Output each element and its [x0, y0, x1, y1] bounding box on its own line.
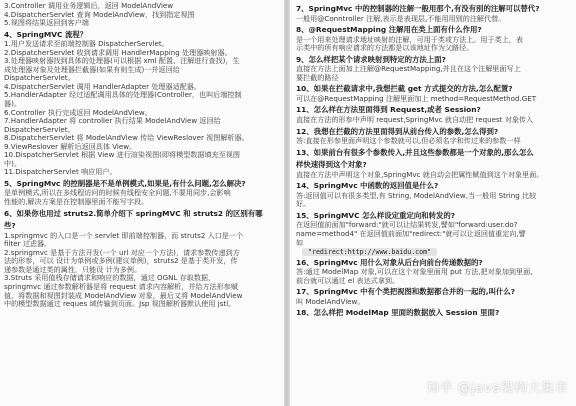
body-text-line: 直接在方法上面加上注解@RequestMapping,并且在这个注解里面写上	[296, 65, 521, 74]
body-text-line: 是单例模式,所以在多线程访问的时候有线程安全问题,不要用同步,会影响	[4, 189, 231, 198]
body-text-line: 性能的,解决方案是在控制器里面不能写字段。	[4, 198, 149, 207]
body-text-line: 要拦截的路径	[296, 73, 339, 82]
body-text-line: 直接在方法的形参中声明 request,SpringMvc 就自动把 request 对象传入	[296, 116, 534, 125]
question-heading: 5、SpringMvc 的控制器是不是单例模式,如果是,有什么问题,怎么解决?	[4, 178, 246, 188]
question-heading: 16、SpringMvc 用什么对象从后台向前台传递数据的?	[296, 257, 483, 267]
question-heading: 18、怎么样把 ModelMap 里面的数据放入 Session 里面?	[296, 308, 500, 318]
body-text-line: 可以在@RequestMapping 注解里面加上 method=RequestMethod.GET	[296, 94, 537, 103]
left-page	[0, 0, 284, 406]
body-text-line: springmvc 通过参数解析器是将 request 请求内容解析，并给方法形参赋	[4, 282, 238, 291]
body-text-line: 递参数是通过类的属性，只能设 计为多例。	[4, 265, 142, 274]
code-line	[296, 247, 572, 256]
body-text-line: 好。	[296, 200, 311, 209]
code-snippet: "redirect:http://www.baidu.com"	[302, 248, 437, 256]
question-heading: 17、SpringMvc 中有个类把视图和数据都合并的一起的,叫什么?	[296, 287, 516, 297]
question-heading: 样快速得到这个对象?	[296, 160, 367, 170]
body-text-line: 5.视图将结果返回到客户端	[4, 19, 89, 28]
body-text-line: 中的模型数据通过 reques 域传输到页面。Jsp 视图解析器默认使用 jstl。	[4, 300, 236, 309]
body-text-line: DispatcherServlet。	[4, 125, 75, 134]
body-text-line: 示类中的所有响应请求的方法都是以该地址作为父路径。	[296, 44, 474, 53]
body-text-line: 直接在方法中声明这个对象,SpringMvc 就自动会把属性赋值到这个对象里面。	[296, 170, 544, 179]
question-heading: 6、如果你也用过 struts2.简单介绍下 springMVC 和 struts2 的区别有哪	[4, 208, 263, 218]
body-text-line: 2.springmvc 是基于方法开发(一个 url 对应一个方法)，请求参数传递到方	[4, 248, 240, 257]
body-text-line: 4.DispatcherServlet 查询 ModelAndView，找到指定视图	[4, 10, 195, 19]
body-text-line: 3.Controller 调用业务逻辑后，返回 ModelAndView	[4, 2, 174, 10]
question-heading: 7、SpringMvc 中的控制器的注解一般用那个,有没有别的注解可以替代?	[296, 4, 540, 13]
question-heading: 14、SpringMvc 中函数的返回值是什么?	[296, 181, 439, 191]
body-text-line: 5.HandlerAdapter 经过适配调用具体的处理器(Controller，也叫后端控制	[4, 91, 242, 100]
body-text-line: 7.HandlerAdapter 将 controller 执行结果 ModelAndView 返回给	[4, 117, 221, 126]
question-heading: 8、@RequestMapping 注解用在类上面有什么作用?	[296, 25, 482, 35]
body-text-line: 4.DispatcherServlet 调用 HandlerAdapter 处理器适配器。	[4, 82, 201, 91]
question-heading: 12、我想在拦截的方法里面得到从前台传入的参数,怎么得到?	[296, 126, 499, 136]
body-text-line: 6.Controller 执行完成返回 ModelAndView。	[4, 108, 152, 117]
body-text-line: 成处理器对象及处理器拦截器(如果有则生成)一并返回给	[4, 65, 180, 74]
question-heading: 15、SpringMVC 怎么样设定重定向和转发的?	[296, 210, 456, 220]
right-page	[290, 0, 576, 406]
body-text-line: 1.用户发送请求至前端控制器 DispatcherServlet。	[4, 40, 169, 49]
body-text-line: 3.Struts 采用值栈存储请求和响应的数据，通过 OGNL 存取数据，	[4, 274, 216, 283]
body-text-line: 11.DispatcherServlet 响应用户。	[4, 168, 117, 177]
body-text-line: 8.DispatcherServlet 将 ModelAndView 传给 ViewReslover 视图解析器。	[4, 134, 249, 143]
question-heading: 10、如果在拦截请求中,我想拦截 get 方式提交的方法,怎么配置?	[296, 84, 513, 94]
question-heading: 11、怎么样在方法里面得到 Request,或者 Session?	[296, 105, 481, 115]
body-text-line: 法的形参，可以 设计为单例或多例(建议单例)，struts2 是基于类开发，传	[4, 257, 238, 266]
body-text-line: 是一个用来处理请求地址映射的注解，可用于类或方法上。用于类上，表	[296, 35, 523, 44]
body-text-line: 前台就可以通过 el 表达式拿到。	[296, 276, 400, 285]
question-heading: 9、怎么样把某个请求映射到特定的方法上面?	[296, 54, 446, 64]
body-text-line: name=method4" 在返回值前面加"redirect:"就可以让返回值重定向,譬	[296, 230, 526, 239]
body-text-line: 3.处理器映射器找到具体的处理器(可以根据 xml 配置、注解进行查找)，生	[4, 57, 240, 66]
body-text-line: 叫 ModelAndView。	[296, 297, 365, 306]
body-text-line: 中)。	[4, 159, 21, 168]
body-text-line: 在返回值前面加"forward:"就可以让结果转发,譬如"forward:user.do?	[296, 221, 518, 230]
body-text-line: filter 过虑器。	[4, 240, 52, 249]
question-heading: 些?	[4, 221, 16, 231]
body-text-line: 值，将数据和视图封装成 ModelAndView 对象，最后又将 ModelAndView	[4, 291, 243, 300]
body-text-line: 器)。	[4, 100, 21, 109]
question-heading: 13、如果前台有很多个参数传入,并且这些参数都是一个对象的,那么怎么	[296, 147, 534, 157]
body-text-line: 答:返回值可以有很多类型,有 String, ModelAndView,当一般用 String 比较	[296, 191, 537, 200]
body-text-line: 10.DispatcherServlet 根据 View 进行渲染视图(即将模型数据填充至视图	[4, 151, 240, 160]
body-text-line: 1.springmvc 的入口是一个 servlet 即前端控制器，而 struts2 入口是一个	[4, 231, 244, 240]
body-text-line: 9.ViewReslover 解析后返回具体 View。	[4, 142, 137, 151]
body-text-line: DispatcherServlet。	[4, 74, 75, 83]
body-text-line: 答:直接在形参里面声明这个参数就可以,但必须名字和传过来的参数一样	[296, 137, 521, 146]
body-text-line: 2.DispatcherServlet 收到请求调用 HandlerMapping 处理器映射器。	[4, 48, 232, 57]
body-text-line: 答:通过 ModelMap 对象,可以在这个对象里面用 put 方法,把对象加到里面,	[296, 268, 533, 277]
body-text-line: 如	[296, 238, 304, 247]
zhihu-watermark: 知乎 @java架构大集市	[426, 381, 568, 396]
body-text-line: 一般用@Conntroller 注解,表示是表现层,不能用用别的注解代替。	[296, 14, 506, 23]
question-heading: 4、SpringMVC 流程？	[4, 29, 88, 39]
